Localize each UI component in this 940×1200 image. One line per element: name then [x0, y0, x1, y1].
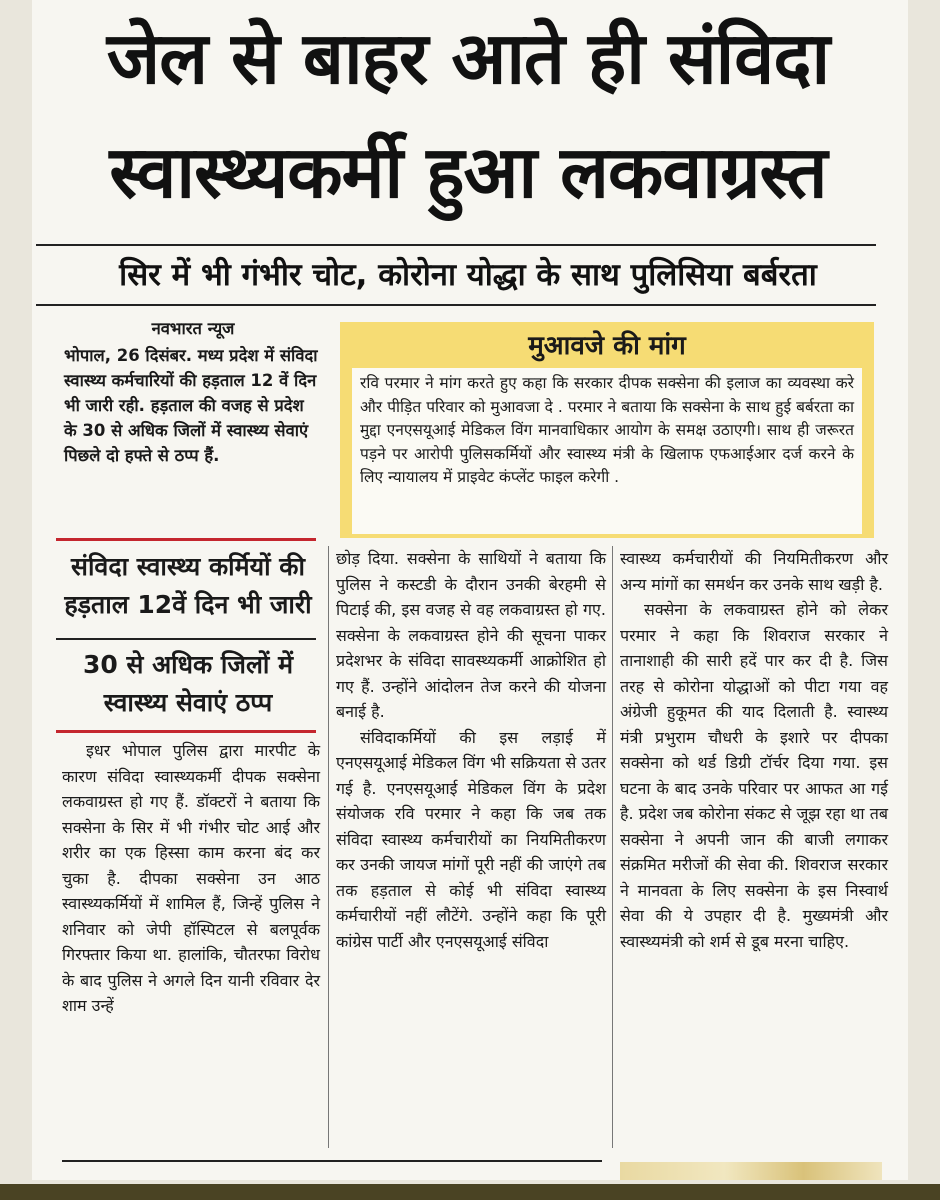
compensation-box-title: मुआवजे की मांग — [528, 331, 686, 361]
headline-divider — [36, 244, 876, 246]
bottom-border — [0, 1184, 940, 1200]
pullquote-middle-rule — [56, 638, 316, 640]
article-column-3 — [620, 546, 888, 954]
footer-rule — [62, 1160, 602, 1162]
intro-text: भोपाल, 26 दिसंबर. मध्य प्रदेश में संविदा स्वास्थ्य कर्मचारियों की हड़ताल 12 वें दिन भी जारी रही. हड़ताल की वजह से प्रदेश के 30 से अधिक जिलों में स्वास्थ्य सेवाएं पिछले दो हफ्ते से ठप्प हैं. — [64, 346, 318, 465]
adjacent-image-strip — [620, 1162, 882, 1180]
column-1-paragraph: इधर भोपाल पुलिस द्वारा मारपीट के कारण संविदा स्वास्थ्यकर्मी दीपक सक्सेना लकवाग्रस्त हो गए हैं. डॉक्टरों ने बताया कि सक्सेना के सिर में भी गंभीर चोट आई और शरीर का एक हिस्सा काम करना बंद कर चुका है. दीपका सक्सेना उन आठ स्वास्थ्यकर्मियों में शामिल हैं, जिन्हें पुलिस ने शनिवार को जेपी हॉस्पिटल से बलपूर्वक गिरफ्तार किया था. हालांकि, चौतरफा विरोध के बाद पुलिस ने अगले दिन यानी रविवार देर शाम उन्हें — [62, 741, 320, 1015]
column-3-paragraph-2: सक्सेना के लकवाग्रस्त होने को लेकर परमार ने कहा कि शिवराज सरकार ने तानाशाही की सारी हदें पार कर दी है. जिस तरह से कोरोना योद्धाओं को पीटा गया वह अंग्रेजी हुकूमत की याद दिलाती है. स्वास्थ्य मंत्री प्रभुराम चौधरी के इशारे पर दीपका सक्सेना को थर्ड डिग्री टॉर्चर दिया गया. इस घटना के बाद उनके परिवार पर आफत आ गई है. प्रदेश जब कोरोना संकट से जूझ रहा था तब सक्सेना ने अपनी जान की बाजी लगाकर संक्रमित मरीजों की सेवा की. शिवराज सरकार ने मानवता के लिए सक्सेना के इस निस्वार्थ सेवा की ये उपहार दी है. मुख्यमंत्री और स्वास्थ्यमंत्री को शर्म से डूब मरना चाहिए. — [620, 600, 888, 951]
article-column-2 — [336, 546, 606, 954]
column-divider-1 — [328, 546, 329, 1148]
intro-paragraph — [64, 316, 322, 468]
column-3-paragraph-1: स्वास्थ्य कर्मचारीयों की नियमितीकरण और अन्य मांगों का समर्थन कर उनके साथ खड़ी है. — [620, 549, 888, 594]
column-2-paragraph-2: संविदाकर्मियों की इस लड़ाई में एनएसयूआई मेडिकल विंग भी सक्रियता से उतर गई है. एनएसयूआई मेडिकल विंग के प्रदेश संयोजक रवि परमार ने कहा कि जब तक संविदा स्वास्थ्य कर्मचारीयों का नियमितीकरण कर उनकी जायज मांगों पूरी नहीं की जाएंगे तब तक हड़ताल से कोई भी संविदा स्वास्थ्य कर्मचारीयों नहीं लौटेंगे. उन्होंने कहा कि पूरी कांग्रेस पार्टी और एनएसयूआई संविदा — [336, 727, 606, 951]
pullquote-line-4: स्वास्थ्य सेवाएं ठप्प — [103, 688, 273, 717]
column-divider-2 — [612, 546, 613, 1148]
headline-line-2: स्वास्थ्यकर्मी हुआ लकवाग्रस्त — [109, 130, 827, 214]
column-2-paragraph-1: छोड़ दिया. सक्सेना के साथियों ने बताया कि पुलिस ने कस्टडी के दौरान उनकी बेरहमी से पिटाई की, इस वजह से वह लकवाग्रस्त हो गए. सक्सेना के लकवाग्रस्त होने की सूचना पाकर प्रदेशभर के संविदा सावस्थ्यकर्मी आक्रोशित हो गए हैं. उन्होंने आंदोलन तेज करने की योजना बनाई है. — [336, 549, 606, 721]
pullquote-line-1: संविदा स्वास्थ्य कर्मियों की — [71, 552, 305, 581]
pullquote-heading-2 — [52, 646, 324, 722]
subheadline-divider — [36, 304, 876, 306]
article-column-1 — [62, 738, 320, 1019]
pullquote-line-3: 30 से अधिक जिलों में — [82, 650, 294, 679]
pullquote-line-2: हड़ताल 12वें दिन भी जारी — [64, 590, 312, 619]
pullquote-bottom-rule — [56, 730, 316, 733]
compensation-box-text: रवि परमार ने मांग करते हुए कहा कि सरकार दीपक सक्सेना की इलाज का व्यवस्था करे और पीड़ित परिवार को मुआवजा दे . परमार ने बताया कि सक्सेना के साथ हुई बर्बरता का मुद्दा एनएसयूआई मेडिकल विंग मानवाधिकार आयोग के समक्ष उठाएगी। साथ ही जरूरत पड़ने पर आरोपी पुलिसकर्मियों और स्वास्थ्य मंत्री के खिलाफ एफआईआर दर्ज करने के लिए न्यायालय में प्राइवेट कंप्लेंट फाइल करेगी . — [352, 368, 862, 534]
subheadline: सिर में भी गंभीर चोट, कोरोना योद्धा के साथ पुलिसिया बर्बरता — [119, 257, 817, 293]
pullquote-heading-1 — [52, 548, 324, 624]
pullquote-top-rule — [56, 538, 316, 541]
headline-line-1: जेल से बाहर आते ही संविदा — [106, 16, 830, 100]
byline: नवभारत न्यूज — [151, 319, 235, 338]
